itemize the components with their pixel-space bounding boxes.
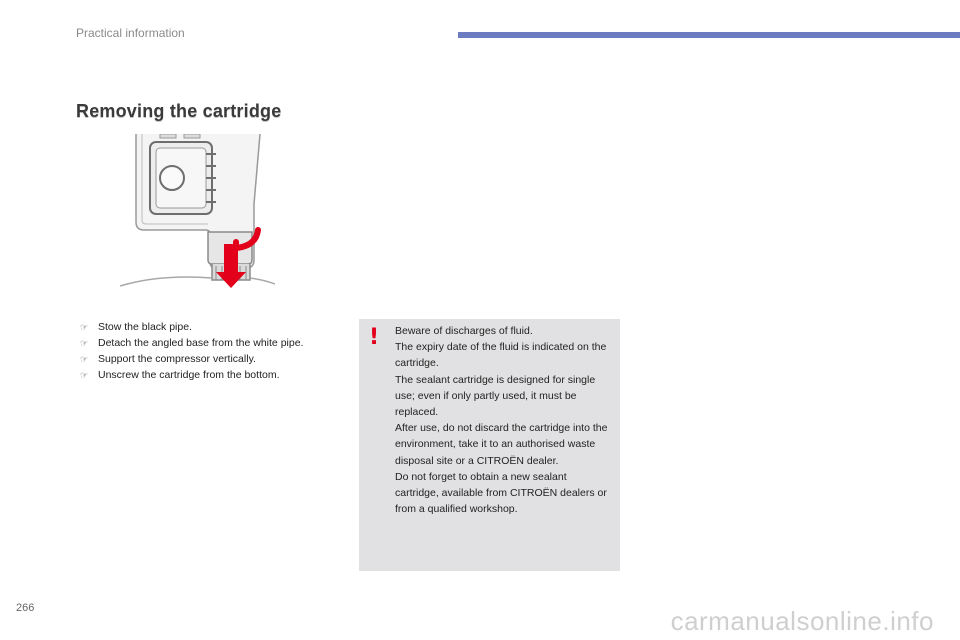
- pointing-hand-icon: ☞: [80, 322, 89, 332]
- step-text: Stow the black pipe.: [98, 321, 192, 333]
- warning-paragraph: Do not forget to obtain a new sealant cartridge, available from CITROËN dealers or from a qualified workshop.: [395, 470, 607, 516]
- pointing-hand-icon: ☞: [80, 370, 89, 380]
- step-text: Unscrew the cartridge from the bottom.: [98, 369, 280, 381]
- step-text: Support the compressor vertically.: [98, 353, 256, 365]
- instruction-steps: [80, 319, 350, 383]
- header-accent-bar: [458, 32, 960, 38]
- page-number: 266: [16, 602, 35, 614]
- step-text: Detach the angled base from the white pipe.: [98, 337, 304, 349]
- page-title: Removing the cartridge: [76, 101, 282, 121]
- pointing-hand-icon: ☞: [80, 338, 89, 348]
- exclamation-icon: !: [369, 325, 380, 350]
- warning-paragraph: The sealant cartridge is designed for single use; even if only partly used, it must be replaced.: [395, 373, 596, 419]
- warning-text: [395, 323, 609, 517]
- list-item: [80, 351, 350, 367]
- warning-paragraph: Beware of discharges of fluid.: [395, 325, 533, 337]
- list-item: [80, 335, 350, 351]
- warning-paragraph: The expiry date of the fluid is indicated on the cartridge.: [395, 341, 607, 370]
- section-header: Practical information: [76, 26, 185, 40]
- list-item: [80, 367, 350, 383]
- warning-paragraph: After use, do not discard the cartridge into the environment, take it to an authorised waste disposal site or a CITROËN dealer.: [395, 422, 608, 467]
- list-item: [80, 319, 350, 335]
- watermark: carmanualsonline.info: [670, 606, 934, 636]
- warning-box: [359, 319, 620, 571]
- pointing-hand-icon: ☞: [80, 354, 89, 364]
- sealant-cartridge-removal-illustration: [120, 134, 275, 294]
